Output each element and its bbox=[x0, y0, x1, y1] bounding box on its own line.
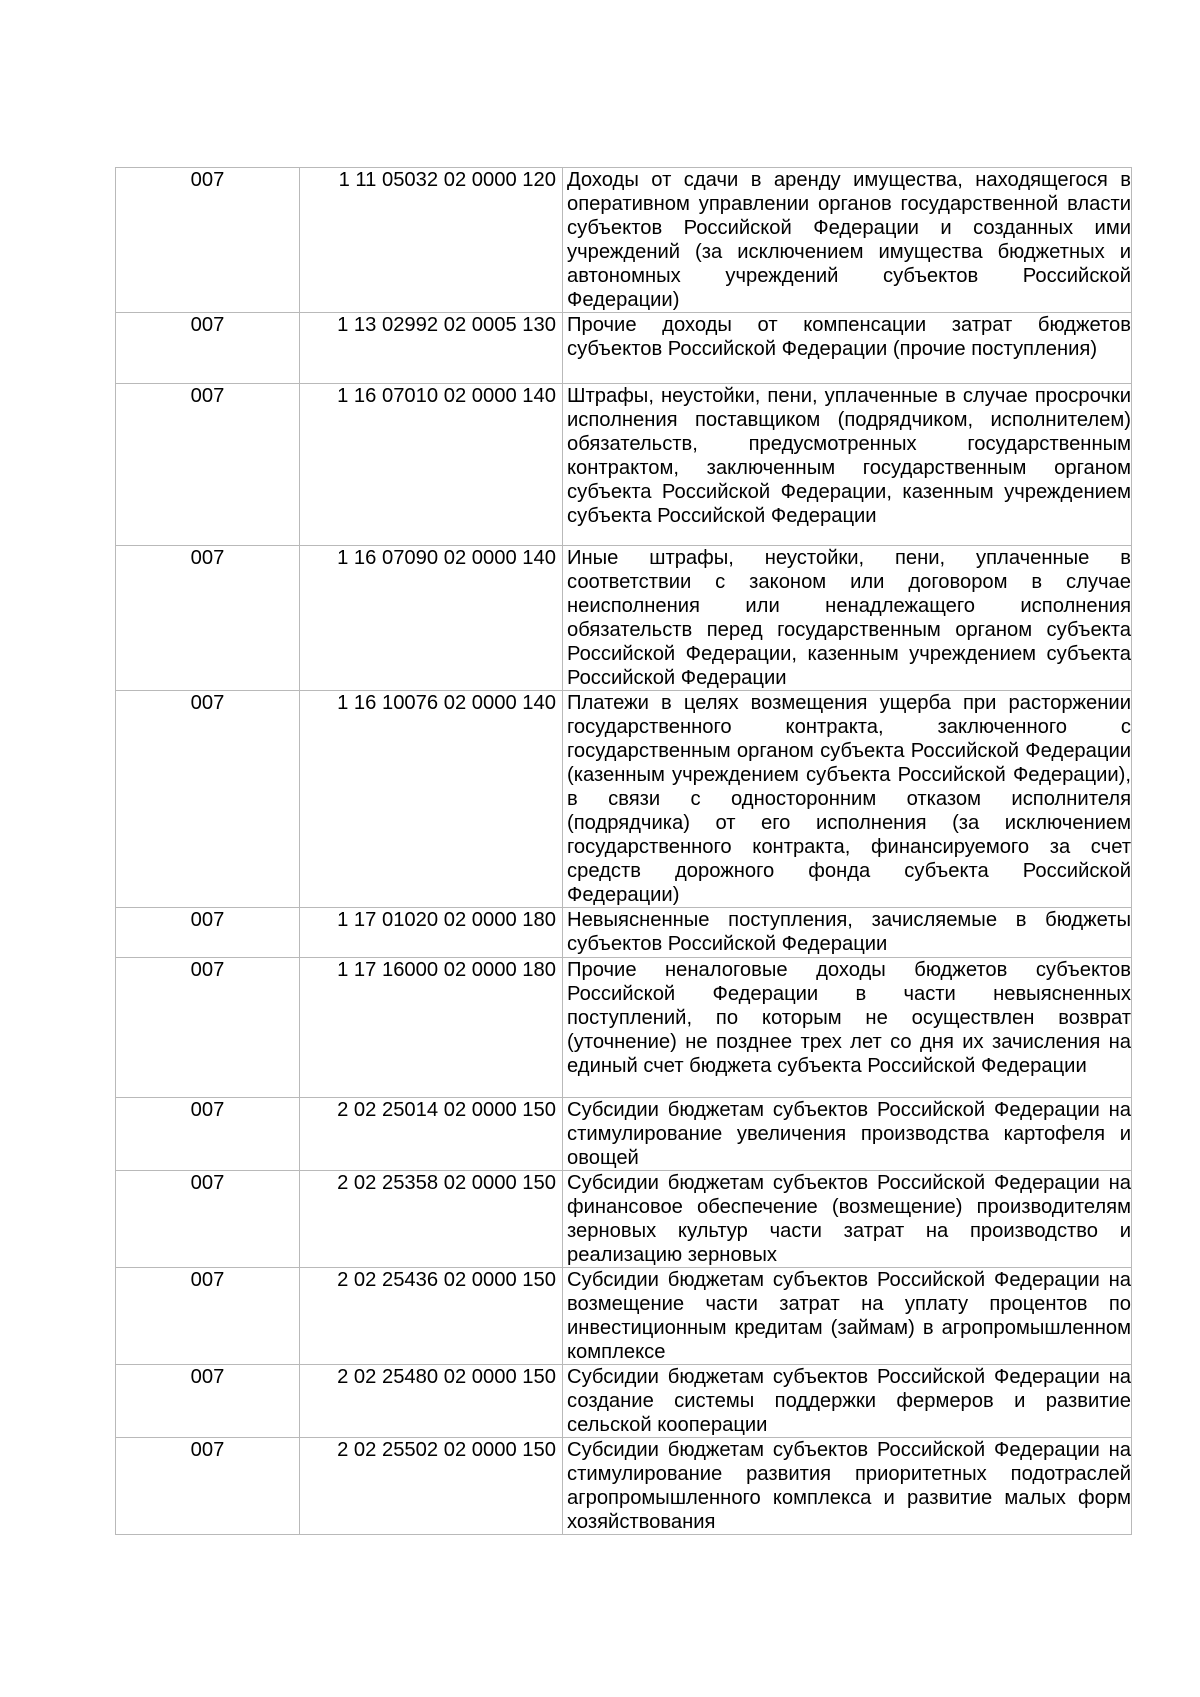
admin-code-cell: 007 bbox=[116, 691, 300, 908]
table-row bbox=[116, 1268, 1132, 1365]
budget-classification-code-cell: 2 02 25480 02 0000 150 bbox=[300, 1365, 563, 1438]
revenue-description-text: Субсидии бюджетам субъектов Российской Федерации на создание системы поддержки фермеров и развитие сельской кооперации bbox=[567, 1366, 1131, 1436]
revenue-description-cell bbox=[563, 168, 1132, 313]
revenue-description-text: Прочие неналоговые доходы бюджетов субъектов Российской Федерации в части невыясненных поступлений, по которым не осуществлен возврат (уточнение) не позднее трех лет со дня их зачисления на единый счет бюджета субъекта Российской Федерации bbox=[567, 959, 1131, 1077]
table-row bbox=[116, 313, 1132, 384]
budget-classification-code-cell: 1 17 01020 02 0000 180 bbox=[300, 908, 563, 958]
revenue-description-cell bbox=[563, 908, 1132, 958]
revenue-description-cell bbox=[563, 958, 1132, 1098]
admin-code-cell: 007 bbox=[116, 908, 300, 958]
revenue-description-text: Платежи в целях возмещения ущерба при расторжении государственного контракта, заключенного с государственным органом субъекта Российской Федерации (казенным учреждением субъекта Российской Федерации), в связи с односторонним отказом исполнителя (подрядчика) от его исполнения (за исключением государственного контракта, финансируемого за счет средств дорожного фонда субъекта Российской Федерации) bbox=[567, 692, 1131, 906]
budget-classification-code-cell: 2 02 25358 02 0000 150 bbox=[300, 1171, 563, 1268]
budget-classification-code-cell: 1 16 07090 02 0000 140 bbox=[300, 546, 563, 691]
table-row bbox=[116, 1365, 1132, 1438]
admin-code-cell: 007 bbox=[116, 384, 300, 546]
revenue-description-cell bbox=[563, 1171, 1132, 1268]
budget-classification-code-cell: 1 16 07010 02 0000 140 bbox=[300, 384, 563, 546]
revenue-description-text: Штрафы, неустойки, пени, уплаченные в случае просрочки исполнения поставщиком (подрядчиком, исполнителем) обязательств, предусмотренных государственным контрактом, заключенным государственным органом субъекта Российской Федерации, казенным учреждением субъекта Российской Федерации bbox=[567, 385, 1131, 527]
budget-classification-code-cell: 1 13 02992 02 0005 130 bbox=[300, 313, 563, 384]
revenue-description-cell bbox=[563, 1268, 1132, 1365]
budget-classification-code-cell: 1 11 05032 02 0000 120 bbox=[300, 168, 563, 313]
table-row bbox=[116, 1438, 1132, 1535]
admin-code-cell: 007 bbox=[116, 1365, 300, 1438]
revenue-description-text: Прочие доходы от компенсации затрат бюджетов субъектов Российской Федерации (прочие поступления) bbox=[567, 314, 1131, 360]
revenue-codes-table bbox=[115, 167, 1132, 1535]
table-row bbox=[116, 384, 1132, 546]
revenue-description-text: Субсидии бюджетам субъектов Российской Федерации на стимулирование увеличения производства картофеля и овощей bbox=[567, 1099, 1131, 1169]
admin-code-cell: 007 bbox=[116, 313, 300, 384]
admin-code-cell: 007 bbox=[116, 1268, 300, 1365]
admin-code-cell: 007 bbox=[116, 1171, 300, 1268]
budget-classification-code-cell: 1 17 16000 02 0000 180 bbox=[300, 958, 563, 1098]
revenue-description-cell bbox=[563, 313, 1132, 384]
revenue-description-text: Субсидии бюджетам субъектов Российской Федерации на финансовое обеспечение (возмещение) производителям зерновых культур части затрат на производство и реализацию зерновых bbox=[567, 1172, 1131, 1266]
revenue-description-text: Субсидии бюджетам субъектов Российской Федерации на возмещение части затрат на уплату процентов по инвестиционным кредитам (займам) в агропромышленном комплексе bbox=[567, 1269, 1131, 1363]
revenue-description-text: Невыясненные поступления, зачисляемые в бюджеты субъектов Российской Федерации bbox=[567, 909, 1131, 955]
revenue-description-cell bbox=[563, 691, 1132, 908]
budget-classification-code-cell: 2 02 25502 02 0000 150 bbox=[300, 1438, 563, 1535]
budget-classification-code-cell: 2 02 25014 02 0000 150 bbox=[300, 1098, 563, 1171]
table-row bbox=[116, 691, 1132, 908]
admin-code-cell: 007 bbox=[116, 546, 300, 691]
revenue-description-text: Субсидии бюджетам субъектов Российской Федерации на стимулирование развития приоритетных подотраслей агропромышленного комплекса и развитие малых форм хозяйствования bbox=[567, 1439, 1131, 1533]
revenue-description-text: Доходы от сдачи в аренду имущества, находящегося в оперативном управлении органов государственной власти субъектов Российской Федерации и созданных ими учреждений (за исключением имущества бюджетных и автономных учреждений субъектов Российской Федерации) bbox=[567, 169, 1131, 311]
revenue-description-cell bbox=[563, 546, 1132, 691]
admin-code-cell: 007 bbox=[116, 1438, 300, 1535]
revenue-description-cell bbox=[563, 384, 1132, 546]
admin-code-cell: 007 bbox=[116, 168, 300, 313]
revenue-description-cell bbox=[563, 1365, 1132, 1438]
table-row bbox=[116, 1171, 1132, 1268]
revenue-description-cell bbox=[563, 1438, 1132, 1535]
table-row bbox=[116, 958, 1132, 1098]
table-row bbox=[116, 908, 1132, 958]
table-row bbox=[116, 168, 1132, 313]
budget-classification-code-cell: 1 16 10076 02 0000 140 bbox=[300, 691, 563, 908]
budget-classification-code-cell: 2 02 25436 02 0000 150 bbox=[300, 1268, 563, 1365]
admin-code-cell: 007 bbox=[116, 1098, 300, 1171]
revenue-description-cell bbox=[563, 1098, 1132, 1171]
table-row bbox=[116, 1098, 1132, 1171]
revenue-description-text: Иные штрафы, неустойки, пени, уплаченные в соответствии с законом или договором в случае неисполнения или ненадлежащего исполнения обязательств перед государственным органом субъекта Российской Федерации, казенным учреждением субъекта Российской Федерации bbox=[567, 547, 1131, 689]
admin-code-cell: 007 bbox=[116, 958, 300, 1098]
table-row bbox=[116, 546, 1132, 691]
